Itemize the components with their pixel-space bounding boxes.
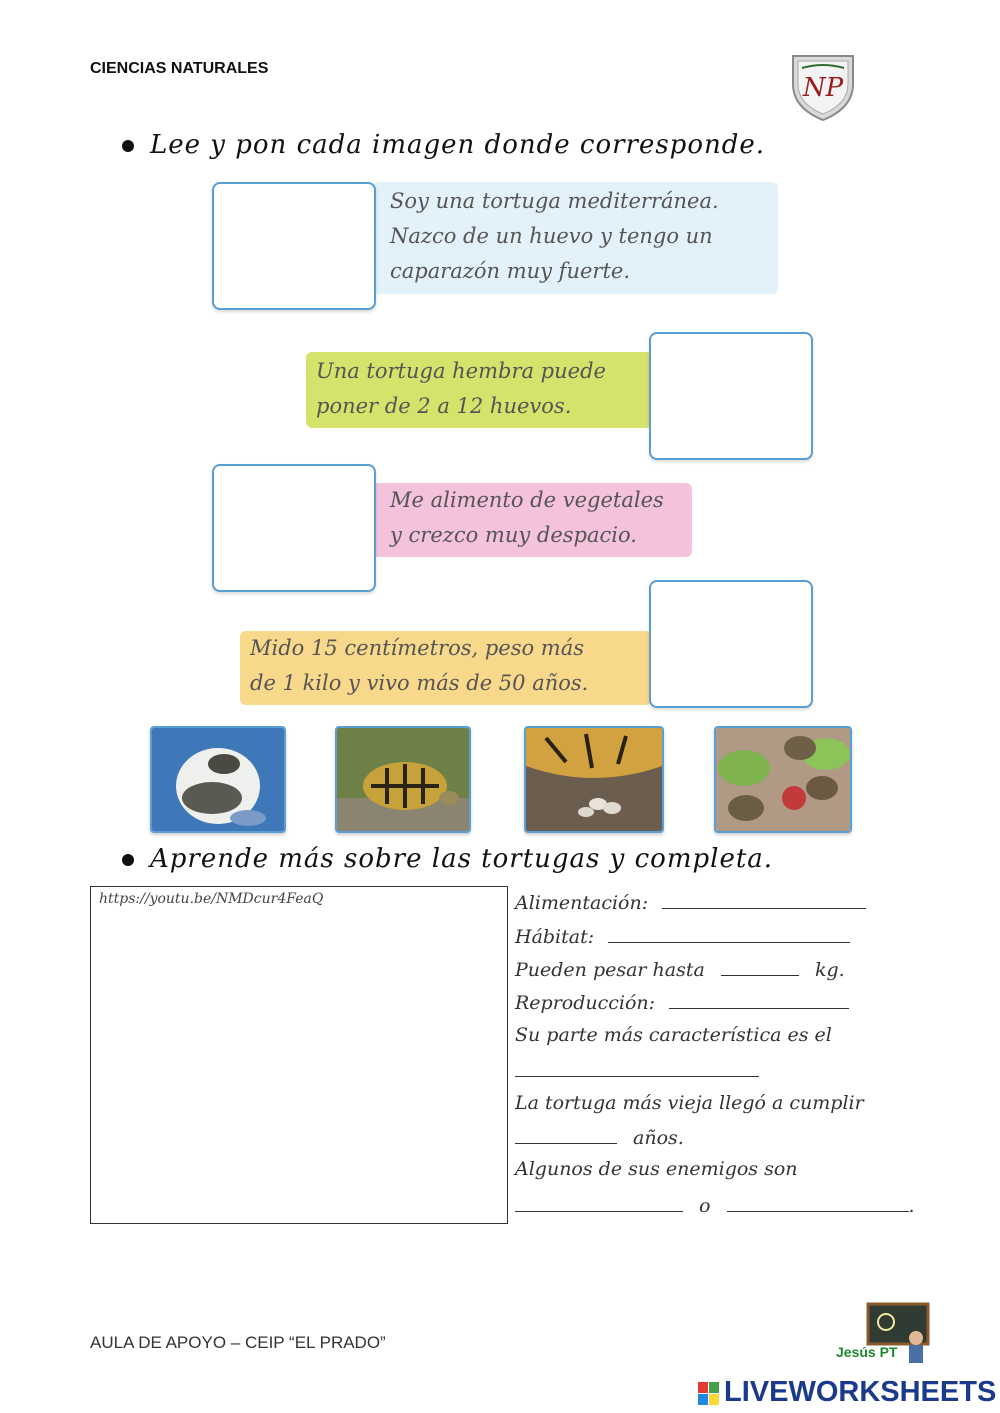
answer-enemigo-2[interactable]	[727, 1193, 909, 1212]
answer-enemigo-1[interactable]	[515, 1193, 683, 1212]
tortoise-eggs-photo[interactable]	[524, 726, 664, 833]
card-2-text	[306, 352, 652, 428]
bullet-icon	[122, 854, 134, 866]
label-habitat: Hábitat:	[515, 926, 595, 948]
school-shield-logo	[788, 50, 858, 122]
video-link[interactable]: https://youtu.be/NMDcur4FeaQ	[99, 891, 324, 907]
card-3-line-1: Me alimento de vegetales	[390, 488, 664, 512]
answer-vieja-row	[515, 1125, 684, 1149]
adult-tortoise-photo[interactable]	[335, 726, 471, 833]
label-vieja: La tortuga más vieja llegó a cumplir	[515, 1092, 864, 1114]
answer-reproduccion[interactable]	[669, 990, 849, 1009]
drop-zone-1[interactable]	[212, 182, 376, 310]
label-enemigos: Algunos de sus enemigos son	[515, 1158, 798, 1180]
card-1-text	[372, 182, 778, 294]
activity2-heading	[122, 844, 773, 874]
card-4-text	[240, 631, 652, 705]
liveworksheets-logo-icon	[698, 1382, 720, 1406]
answer-enemigos-row	[515, 1193, 915, 1217]
liveworksheets-brand[interactable]: LIVEWORKSHEETS	[724, 1376, 997, 1408]
drop-zone-2[interactable]	[649, 332, 813, 460]
card-3-line-2: y crezco muy despacio.	[390, 523, 637, 547]
answer-habitat[interactable]	[608, 924, 850, 943]
footer-school: AULA DE APOYO – CEIP “EL PRADO”	[90, 1333, 386, 1352]
card-3-text	[372, 483, 692, 557]
answer-vieja[interactable]	[515, 1125, 617, 1144]
card-4-line-1: Mido 15 centímetros, peso más	[250, 636, 585, 660]
activity1-instruction: Lee y pon cada imagen donde corresponde.	[150, 130, 766, 160]
card-2-line-2: poner de 2 a 12 huevos.	[316, 394, 572, 418]
label-parte: Su parte más característica es el	[515, 1024, 832, 1046]
card-1-line-2: Nazco de un huevo y tengo un	[390, 224, 713, 248]
question-habitat	[515, 924, 850, 948]
question-vieja	[515, 1092, 864, 1114]
subject-title: CIENCIAS NATURALES	[90, 60, 269, 77]
teacher-name: Jesús PT	[836, 1344, 898, 1360]
question-reproduccion	[515, 990, 849, 1014]
activity2-instruction: Aprende más sobre las tortugas y completa.	[150, 844, 774, 874]
activity1-heading	[122, 130, 765, 160]
drop-zone-4[interactable]	[649, 580, 813, 708]
card-2-line-1: Una tortuga hembra puede	[316, 359, 606, 383]
label-alimentacion: Alimentación:	[515, 892, 649, 914]
bullet-icon	[122, 140, 134, 152]
video-embed-box[interactable]	[90, 886, 508, 1224]
tortoises-eating-photo[interactable]	[714, 726, 852, 833]
label-o: o	[699, 1195, 711, 1217]
label-anos: años.	[633, 1127, 684, 1149]
hatchling-egg-photo[interactable]	[150, 726, 286, 833]
card-1-line-1: Soy una tortuga mediterránea.	[390, 189, 719, 213]
svg-text:NP: NP	[802, 73, 844, 103]
answer-pesar[interactable]	[721, 957, 799, 976]
question-enemigos	[515, 1158, 798, 1180]
answer-parte-row	[515, 1058, 759, 1082]
label-kg: kg.	[814, 959, 845, 981]
card-1-line-3: caparazón muy fuerte.	[390, 259, 630, 283]
question-alimentacion	[515, 890, 866, 914]
card-4-line-2: de 1 kilo y vivo más de 50 años.	[250, 671, 589, 695]
question-pesar	[515, 957, 845, 981]
answer-alimentacion[interactable]	[662, 890, 866, 909]
drop-zone-3[interactable]	[212, 464, 376, 592]
label-period: .	[908, 1195, 915, 1217]
label-reproduccion: Reproducción:	[515, 992, 656, 1014]
label-pesar: Pueden pesar hasta	[515, 959, 705, 981]
answer-parte[interactable]	[515, 1058, 759, 1077]
question-parte	[515, 1024, 832, 1046]
